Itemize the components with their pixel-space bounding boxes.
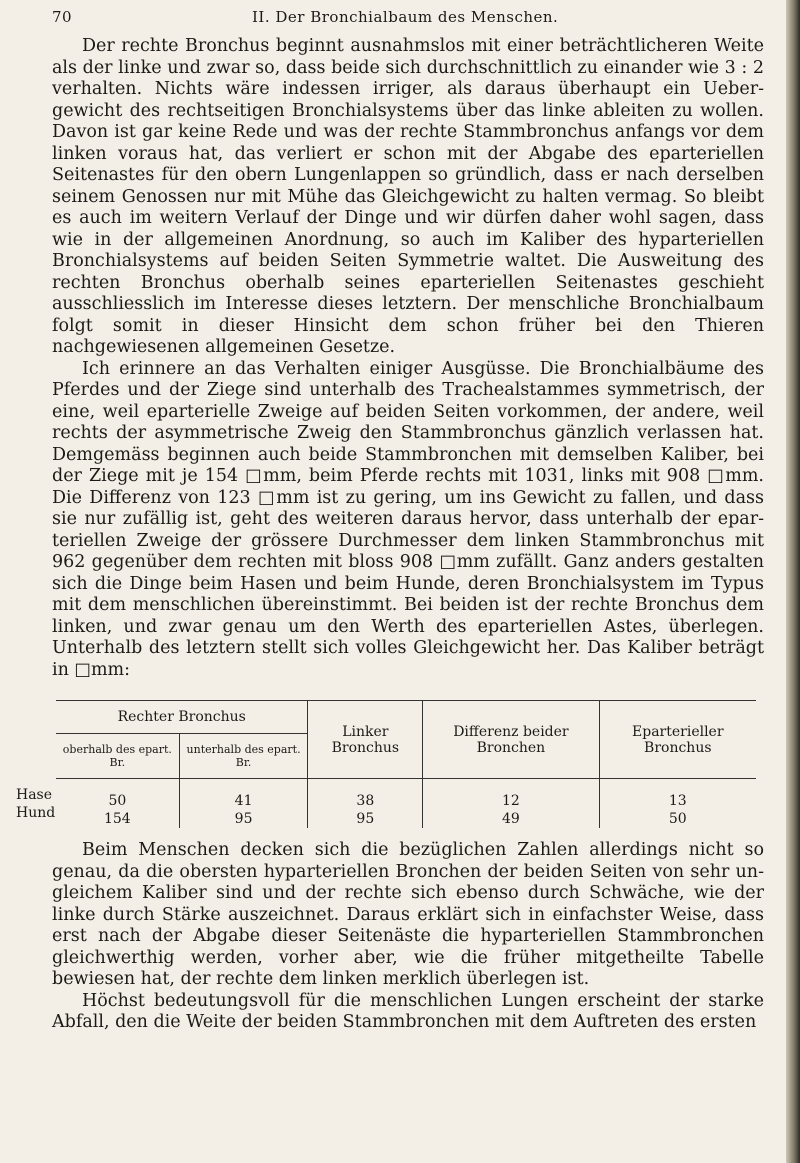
page-edge [786,0,800,1163]
header-oberhalb: oberhalb des epart. Br. [56,734,179,779]
cell-differenz: 49 [423,810,599,828]
header-differenz: Differenz beider Bronchen [423,701,599,779]
continuation-text [52,840,764,1034]
cell-linker: 95 [308,810,423,828]
caliber-table [16,700,756,828]
cell-differenz: 12 [423,779,599,811]
paragraph: Der rechte Bronchus beginnt ausnahmslos mit einer beträchtlicheren Weite als der linke und zwar so, dass beide sich durchschnittlich zu einander wie 3 : 2 verhalten. Nichts wäre indessen irriger, als daraus überhaupt ein Uebergewicht des rechtseitigen Bronchialsystems über das linke ableiten zu wollen. Davon ist gar keine Rede und was der rechte Stammbronchus anfangs vor dem linken voraus hat, das verliert er schon mit der Abgabe des eparteriellen Seitenastes für den obern Lungenlappen so gründlich, dass er nach derselben seinem Genossen nur mit Mühe das Gleichgewicht zu halten vermag. So bleibt es auch im weitern Verlauf der Dinge und wir dürfen daher wohl sagen, dass wie in der allgemeinen Anordnung, so auch im Kaliber des hyparteriellen Bronchialsystems auf beiden Seiten Symmetrie waltet. Die Ausweitung des rechten Bronchus oberhalb seines eparteriellen Seitenastes geschieht ausschliesslich im Interesse dieses letztern. Der menschliche Bronchialbaum folgt somit in dieser Hinsicht dem schon früher bei den Thieren nachgewiesenen allgemeinen Gesetze. [52,36,764,357]
cell-unterhalb: 41 [179,779,308,811]
header-rechter: Rechter Bronchus [56,701,308,734]
running-header [52,8,752,30]
header-linker: Linker Bronchus [308,701,423,779]
page-number: 70 [52,8,73,26]
cell-oberhalb: 50 [56,779,179,811]
cell-oberhalb: 154 [103,811,131,827]
running-title: II. Der Bronchialbaum des Menschen. [252,8,559,26]
cell-linker: 38 [308,779,423,811]
cell-eparteriell: 13 [599,779,756,811]
paragraph: Höchst bedeutungsvoll für die menschlichen Lungen erscheint der starke Abfall, den die Weite der beiden Stammbronchen mit dem Auftreten des ersten [52,990,764,1032]
table-row [56,779,756,811]
cell-eparteriell: 50 [599,810,756,828]
paragraph: Beim Menschen decken sich die bezüglichen Zahlen allerdings nicht so genau, da die obersten hyparteriellen Bronchen der beiden Seiten von sehr ungleichem Kaliber sind und der rechte sich ebenso durch Schwäche, wie der linke durch Stärke auszeichnet. Daraus erklärt sich in einfachster Weise, dass erst nach der Abgabe dieser Seitenäste die hyparteriellen Stammbronchen gleichwerthig werden, vorher aber, wie die früher mitgetheilte Tabelle bewiesen hat, der rechte dem linken merklich überlegen ist. [52,840,764,989]
header-eparteriell: Eparterieller Bronchus [599,701,756,779]
paragraph: Ich erinnere an das Verhalten einiger Ausgüsse. Die Bronchialbäume des Pferdes und der Ziege sind unterhalb des Trachealstammes symmetrisch, der eine, weil eparterielle Zweige auf beiden Seiten vorkommen, der andere, weil rechts der asymmetrische Zweig den Stammbronchus gänzlich verlassen hat. Demgemäss beginnen auch beide Stammbronchen mit demselben Kaliber, bei der Ziege mit je 154 □mm, beim Pferde rechts mit 1031, links mit 908 □mm. Die Differenz von 123 □mm ist zu gering, um ins Gewicht zu fallen, und dass sie nur zufällig ist, geht des weiteren daraus hervor, dass unterhalb der eparteriellen Zweige der grössere Durchmesser dem linken Stammbronchus mit 962 gegenüber dem rechten mit bloss 908 □mm zufällt. Ganz anders gestalten sich die Dinge beim Hasen und beim Hunde, deren Bronchialsystem im Typus mit dem menschlichen übereinstimmt. Bei beiden ist der rechte Bronchus dem linken, und zwar genau um den Werth des eparteriellen Astes, überlegen. Unterhalb des letztern stellt sich volles Gleichgewicht her. Das Kaliber beträgt in □mm: [52,358,764,680]
cell-unterhalb: 95 [179,810,308,828]
row-label-hase: Hase [16,787,53,803]
row-labels [16,786,55,822]
table-row [56,810,756,828]
row-label-hund: Hund [16,805,56,821]
header-unterhalb: unterhalb des epart. Br. [179,734,308,779]
main-text [52,36,764,681]
